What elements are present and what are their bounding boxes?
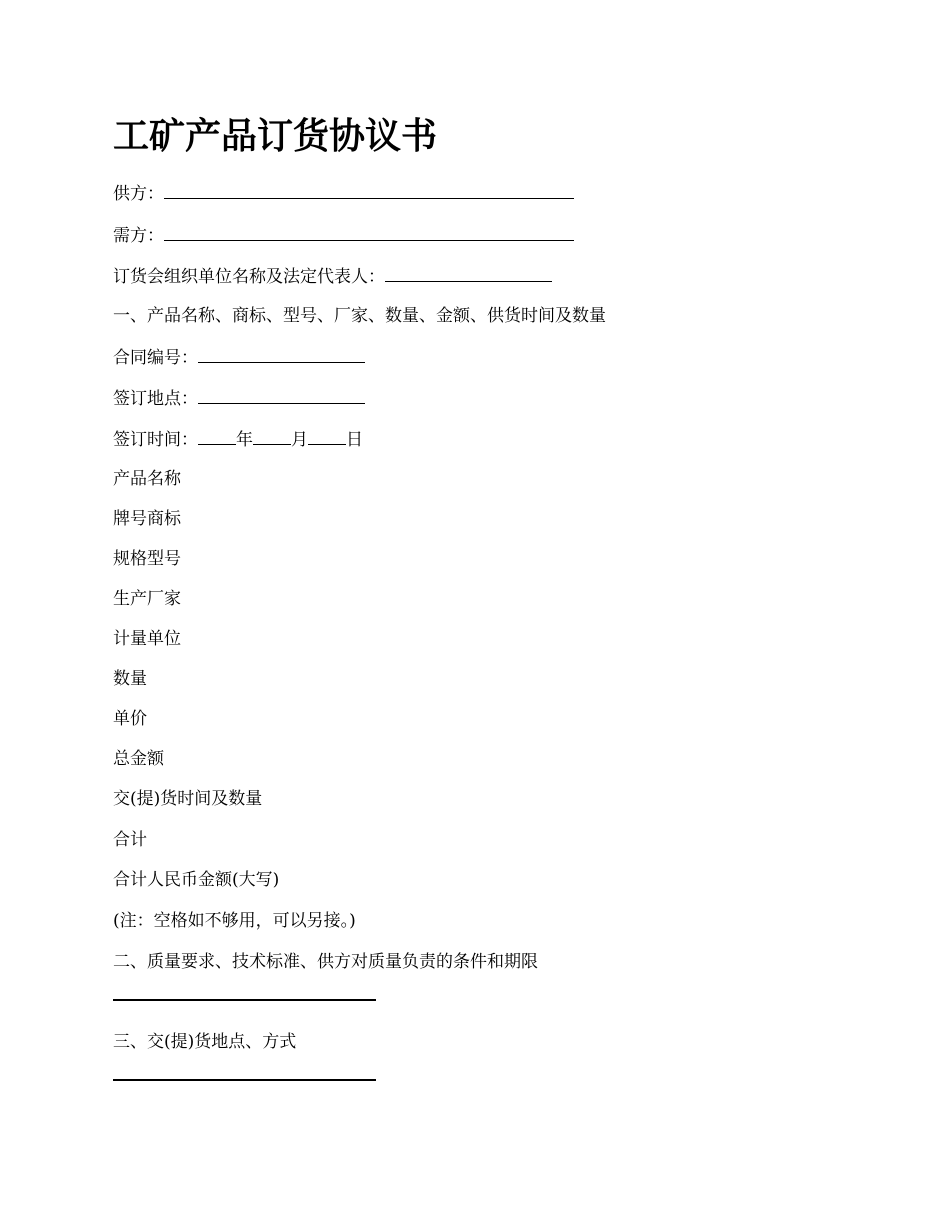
field-total: 合计	[113, 830, 147, 850]
section3-answer-line[interactable]	[113, 1079, 376, 1081]
buyer-label: 需方：	[113, 226, 164, 246]
org-blank[interactable]	[385, 263, 552, 282]
org-label: 订货会组织单位名称及法定代表人：	[113, 267, 385, 287]
contract-no-label: 合同编号：	[113, 348, 198, 368]
sign-place-blank[interactable]	[198, 385, 365, 404]
sign-time-line	[113, 426, 363, 452]
day-label: 日	[346, 430, 363, 450]
day-blank[interactable]	[308, 426, 346, 445]
month-label: 月	[291, 430, 308, 450]
field-delivery-time: 交(提)货时间及数量	[113, 789, 263, 809]
field-manufacturer: 生产厂家	[113, 589, 181, 609]
supplier-line	[113, 180, 574, 206]
sign-time-label: 签订时间：	[113, 430, 198, 450]
section1-heading: 一、产品名称、商标、型号、厂家、数量、金额、供货时间及数量	[113, 306, 606, 326]
note: (注：空格如不够用，可以另接。)	[113, 911, 356, 931]
field-product-name: 产品名称	[113, 469, 181, 489]
field-total-amount: 总金额	[113, 749, 164, 769]
sign-place-line	[113, 385, 365, 411]
buyer-line	[113, 222, 574, 248]
sign-place-label: 签订地点：	[113, 389, 198, 409]
section3-heading: 三、交(提)货地点、方式	[113, 1032, 297, 1052]
field-total-rmb: 合计人民币金额(大写)	[113, 870, 280, 890]
buyer-blank[interactable]	[164, 222, 574, 241]
org-line	[113, 263, 552, 289]
field-brand: 牌号商标	[113, 509, 181, 529]
month-blank[interactable]	[253, 426, 291, 445]
contract-no-blank[interactable]	[198, 344, 365, 363]
supplier-blank[interactable]	[164, 180, 574, 199]
field-spec: 规格型号	[113, 549, 181, 569]
field-unit: 计量单位	[113, 629, 181, 649]
field-unit-price: 单价	[113, 709, 147, 729]
section2-answer-line[interactable]	[113, 999, 376, 1001]
document-title: 工矿产品订货协议书	[113, 115, 438, 157]
section2-heading: 二、质量要求、技术标准、供方对质量负责的条件和期限	[113, 952, 538, 972]
year-label: 年	[236, 430, 253, 450]
contract-no-line	[113, 344, 365, 370]
year-blank[interactable]	[198, 426, 236, 445]
supplier-label: 供方：	[113, 184, 164, 204]
field-quantity: 数量	[113, 669, 147, 689]
